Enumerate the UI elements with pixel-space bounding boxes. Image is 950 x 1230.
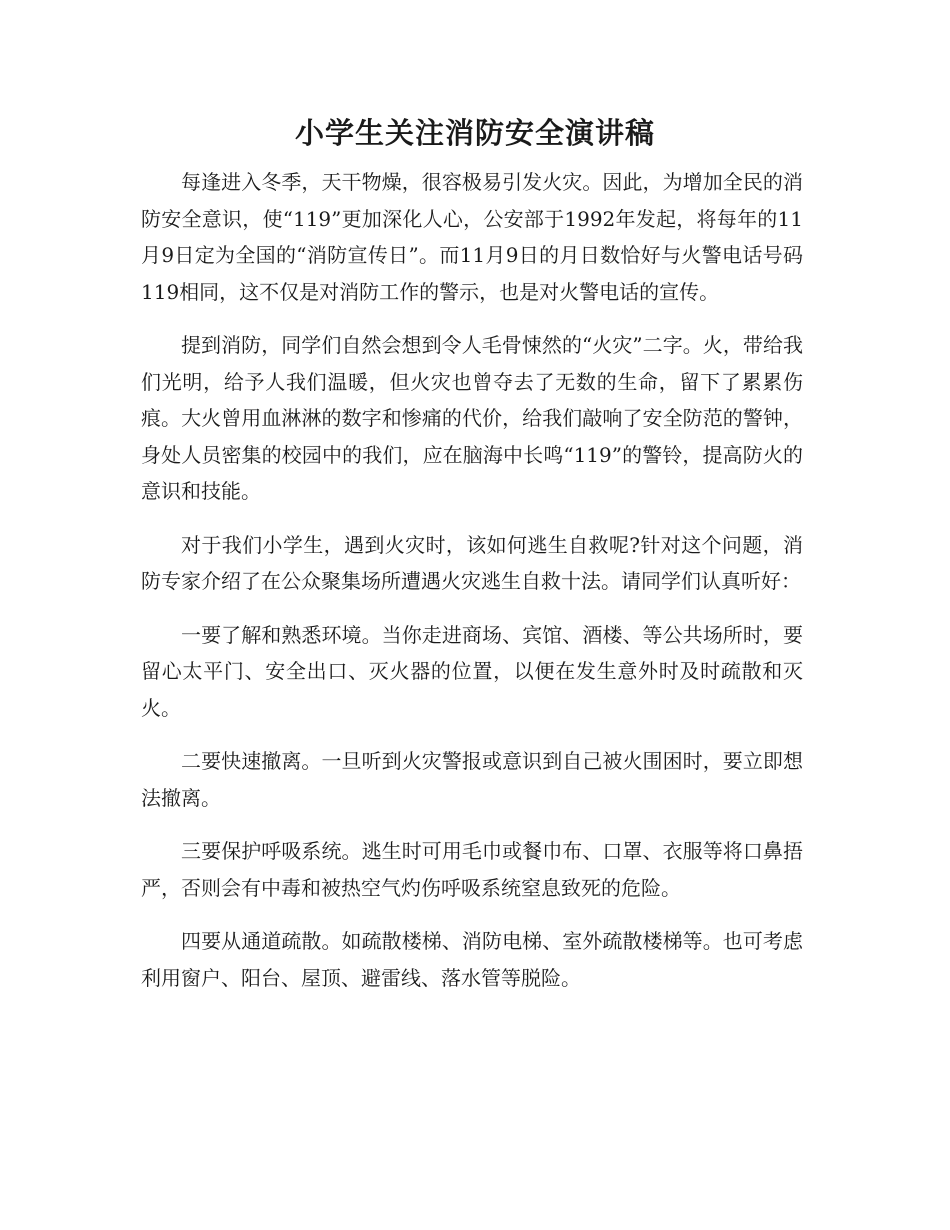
- paragraph-6: 三要保护呼吸系统。逃生时可用毛巾或餐巾布、口罩、衣服等将口鼻捂严，否则会有中毒和被热空气灼伤呼吸系统窒息致死的危险。: [141, 839, 803, 900]
- document-title: 小学生关注消防安全演讲稿: [294, 116, 655, 150]
- paragraph-3: 对于我们小学生，遇到火灾时，该如何逃生自救呢?针对这个问题，消防专家介绍了在公众聚集场所遭遇火灾逃生自救十法。请同学们认真听好：: [141, 532, 803, 593]
- paragraph-1: 每逢进入冬季，天干物燥，很容极易引发火灾。因此，为增加全民的消防安全意识，使“119”更加深化人心，公安部于1992年发起，将每年的11月9日定为全国的“消防宣传日”。而11月9日的月日数恰好与火警电话号码119相同，这不仅是对消防工作的警示，也是对火警电话的宣传。: [141, 170, 803, 304]
- document-body: [141, 164, 803, 1013]
- paragraph-4: 一要了解和熟悉环境。当你走进商场、宾馆、酒楼、等公共场所时，要留心太平门、安全出口、灭火器的位置，以便在发生意外时及时疏散和灭火。: [141, 622, 803, 720]
- paragraph-5: 二要快速撤离。一旦听到火灾警报或意识到自己被火围困时，要立即想法撤离。: [141, 749, 803, 810]
- paragraph-7: 四要从通道疏散。如疏散楼梯、消防电梯、室外疏散楼梯等。也可考虑利用窗户、阳台、屋顶、避雷线、落水管等脱险。: [141, 929, 803, 990]
- paragraph-2: 提到消防，同学们自然会想到令人毛骨悚然的“火灾”二字。火，带给我们光明，给予人我们温暖，但火灾也曾夺去了无数的生命，留下了累累伤痕。大火曾用血淋淋的数字和惨痛的代价，给我们敲响了安全防范的警钟，身处人员密集的校园中的我们，应在脑海中长鸣“119”的警铃，提高防火的意识和技能。: [141, 333, 803, 503]
